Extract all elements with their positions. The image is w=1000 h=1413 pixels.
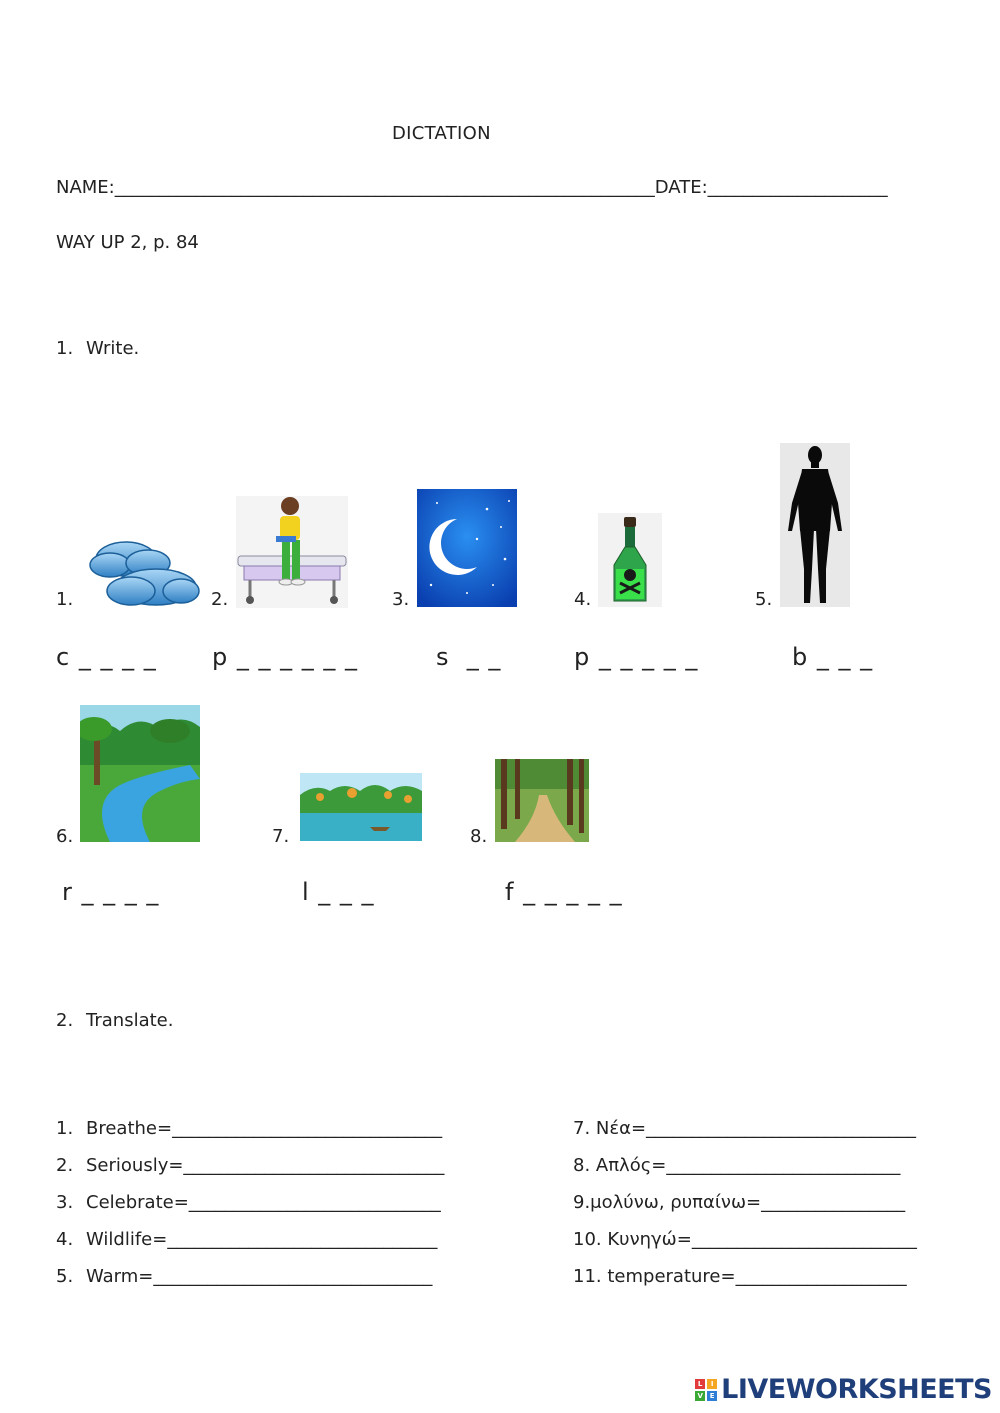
book-reference: WAY UP 2, p. 84 xyxy=(56,232,199,253)
hint-7: l _ _ _ xyxy=(302,878,375,906)
item-5-number: 5. xyxy=(755,589,773,610)
hint-1: c _ _ _ _ xyxy=(56,643,157,671)
translate-item-text: 11. temperature=___________________ xyxy=(573,1266,907,1287)
section-2-heading xyxy=(56,1010,173,1031)
translate-item-number: 4. xyxy=(56,1229,74,1250)
item-6-number: 6. xyxy=(56,826,74,847)
body-silhouette-icon xyxy=(780,443,850,607)
logo-letter: E xyxy=(707,1391,717,1401)
hint-4: p _ _ _ _ _ xyxy=(574,643,699,671)
section-2-number: 2. xyxy=(56,1010,74,1031)
translate-item-text: 8. Απλός=__________________________ xyxy=(573,1155,901,1176)
name-date-row xyxy=(56,177,888,198)
lake-icon xyxy=(300,773,422,841)
section-2-label: Translate. xyxy=(86,1010,174,1031)
translate-item-text: 7. Νέα=______________________________ xyxy=(573,1118,917,1139)
hint-3: s _ _ xyxy=(436,643,502,671)
translate-item-text: Warm=_______________________________ xyxy=(86,1266,433,1287)
logo-letter: I xyxy=(707,1379,717,1389)
cloud-icon xyxy=(86,535,202,609)
translate-item-number: 5. xyxy=(56,1266,74,1287)
translate-item-text: Breathe=______________________________ xyxy=(86,1118,443,1139)
translate-item[interactable] xyxy=(56,1229,437,1250)
liveworksheets-brand[interactable] xyxy=(695,1374,992,1405)
translate-item[interactable] xyxy=(573,1229,917,1250)
river-icon xyxy=(80,705,200,842)
date-field-line[interactable]: ____________________ xyxy=(707,177,888,198)
item-4-number: 4. xyxy=(574,589,592,610)
translate-item-text: 9.μολύνω, ρυπαίνω=________________ xyxy=(573,1192,906,1213)
translate-item[interactable] xyxy=(56,1118,442,1139)
item-1-number: 1. xyxy=(56,589,74,610)
logo-letter: L xyxy=(695,1379,705,1389)
translate-item[interactable] xyxy=(573,1192,905,1213)
hint-6: r _ _ _ _ xyxy=(62,878,160,906)
item-7-number: 7. xyxy=(272,826,290,847)
translate-item[interactable] xyxy=(56,1266,432,1287)
section-1-heading xyxy=(56,338,139,359)
moon-sky-icon xyxy=(417,489,517,607)
hint-8: f _ _ _ _ _ xyxy=(505,878,623,906)
translate-item[interactable] xyxy=(56,1192,441,1213)
section-1-number: 1. xyxy=(56,338,74,359)
name-field-line[interactable]: ____________________________________________________________ xyxy=(114,177,655,198)
translate-item-number: 2. xyxy=(56,1155,74,1176)
item-2-number: 2. xyxy=(211,589,229,610)
translate-item[interactable] xyxy=(573,1118,916,1139)
page-title: DICTATION xyxy=(392,123,491,144)
poison-bottle-icon xyxy=(598,513,662,607)
brand-name: LIVEWORKSHEETS xyxy=(721,1374,992,1405)
translate-item-number: 1. xyxy=(56,1118,74,1139)
translate-item[interactable] xyxy=(56,1155,444,1176)
translate-item-text: Seriously=_____________________________ xyxy=(86,1155,445,1176)
translate-item-number: 3. xyxy=(56,1192,74,1213)
patient-icon xyxy=(236,496,348,608)
date-label: DATE: xyxy=(654,177,708,198)
name-label: NAME: xyxy=(56,177,115,198)
item-8-number: 8. xyxy=(470,826,488,847)
item-3-number: 3. xyxy=(392,589,410,610)
hint-2: p _ _ _ _ _ _ xyxy=(212,643,359,671)
logo-letter: V xyxy=(695,1391,705,1401)
translate-item-text: Wildlife=______________________________ xyxy=(86,1229,438,1250)
section-1-label: Write. xyxy=(86,338,140,359)
translate-item-text: Celebrate=____________________________ xyxy=(86,1192,441,1213)
forest-icon xyxy=(495,759,589,842)
liveworksheets-logo-icon xyxy=(695,1379,717,1401)
translate-item[interactable] xyxy=(573,1155,900,1176)
translate-item-text: 10. Κυνηγώ=_________________________ xyxy=(573,1229,917,1250)
translate-item[interactable] xyxy=(573,1266,907,1287)
hint-5: b _ _ _ xyxy=(792,643,874,671)
